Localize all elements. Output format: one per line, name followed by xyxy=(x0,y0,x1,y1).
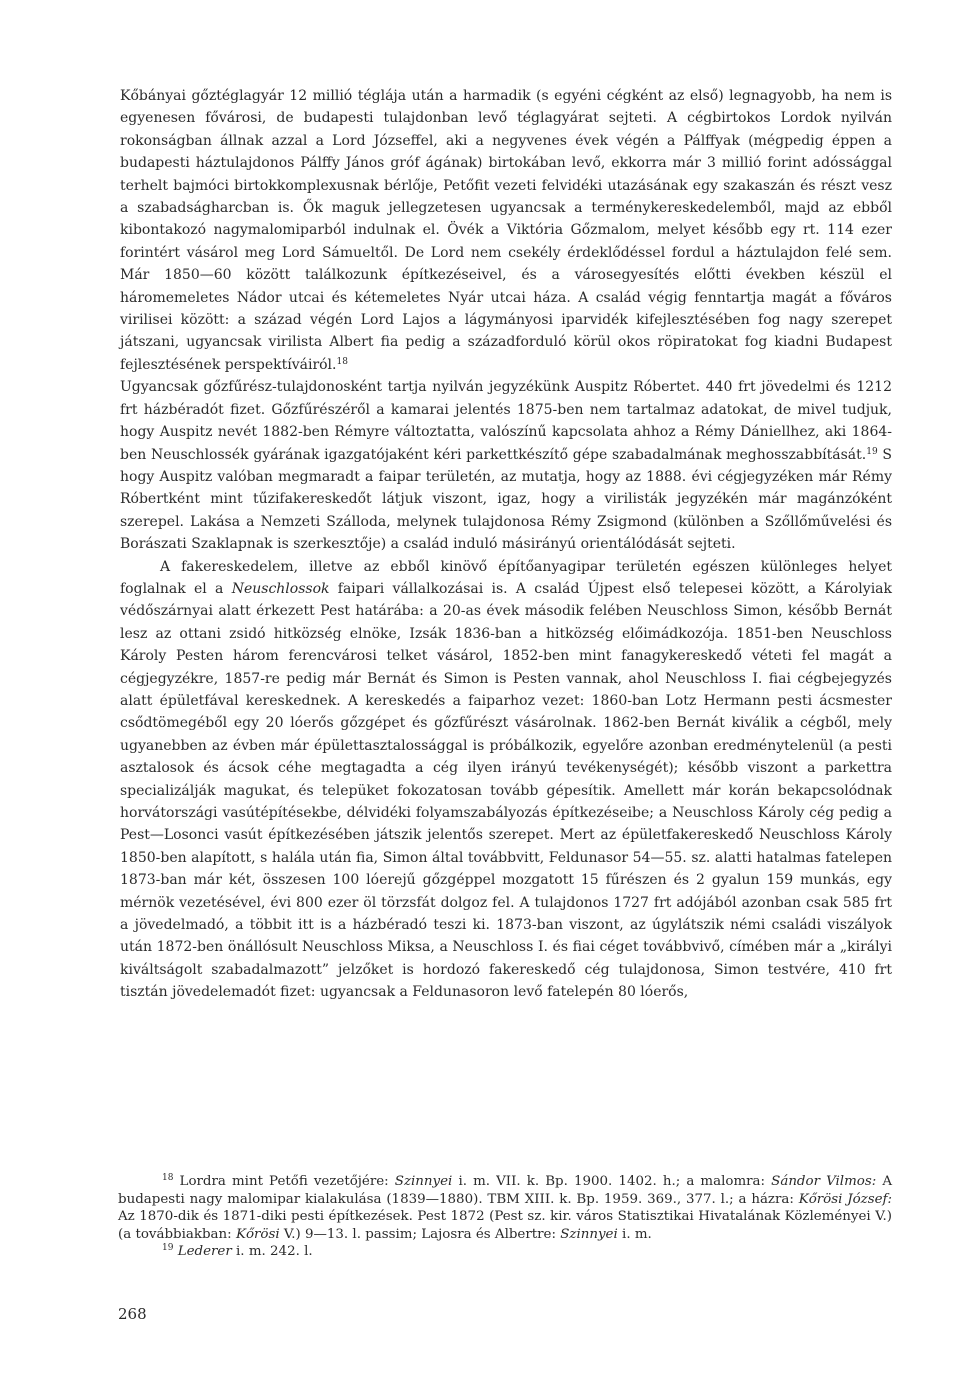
footnote-number-19: 19 xyxy=(162,1243,174,1254)
footnote-19: $^{19}$ Lederer i. m. 242. l. xyxy=(162,1243,313,1260)
footnote-number-18: 18 xyxy=(162,1173,174,1183)
paragraph-2: Ugyancsak gőzfűrész-tulajdonosként tartja nyilván jegyzékünk Auspitz Róbertet. 440 frt jövedelmi és 1212 frt házbéradót fizet. Gőzfűrészéről a kamarai jelentés 1875-ben nem tartalmaz adatokat, de mivel tudjuk, hogy Auspitz nevét 1882-ben Rémyre változtatta, valószínű kapcsolata ahhoz a Rémy Dániellhez, aki 1864-ben Neuschlossék gyárának igazgatójaként kéri parkettkészítő gépe szabadalmának meghosszabbítását.$^{19}$ S hogy Auspitz valóban megmaradt a faipar területén, az mutatja, hogy az 1888. évi cégjegyzéken már Rémy Róbertként mint tűzifakereskedőt látjuk viszont, igaz, hogy a virilisták jegyzékén már magánzóként szerepel. Lakása a Nemzeti Szálloda, melynek tulajdonosa Rémy Zsigmond (különben a Szőllőművelési és Borászati Szaklapnak is szerkesztője) a család induló másirányú orientálódását sejteti. xyxy=(120,379,892,553)
paragraph-1: Kőbányai gőztéglagyár 12 millió téglája után a harmadik (s egyéni cégként az első) legnagyobb, ha nem is egyenesen fővárosi, de budapesti tulajdonban levő téglagyárat sejteti. A cégbirtokos Lordok nyilván rokonságban állnak azzal a Lord Józseffel, aki a negyvenes évek végén a Pálffyak (mégpedig éppen a budapesti háztulajdonos Pálffy János gróf ágának) birtokában levő, ekkorra már 3 millió forint adóssággal terhelt bajmóci birtokkomplexusnak bérlője, Petőfit vezeti felvidéki utazásának egy szakaszán és részt vesz a szabadságharcban is. Ők maguk jellegzetesen ugyancsak a terménykereskedelemből, majd az ebből kibontakozó nagymalomiparból indulnak el. Övék a Viktória Gőzmalom, melyet később egy rt. 114 ezer forintért vásárol meg Lord Sámueltől. De Lord nem csekély érdeklődéssel fordul a háztulajdon felé sem. Már 1850—60 között találkozunk építkezéseivel, és a városegyesítés előtti években készül el háromemeletes Nádor utcai és kétemeletes Nyár utcai háza. A család végig fenntartja magát a főváros virilisei között: a század végén Lord Lajos a lágymányosi iparvidék kifejlesztésében fog nagy szerepet játszani, ugyancsak virilista Albert fia pedig a századforduló körül okos röpiratokat fog kiadni Budapest fejlesztésének perspektíváiról.$^{18}$ xyxy=(120,88,892,373)
footnotes xyxy=(118,1173,892,1261)
italic-family-name: Neuschlossok xyxy=(231,580,330,597)
footnote-18: $^{18}$ Lordra mint Petőfi vezetőjére: Szinnyei i. m. VII. k. Bp. 1900. 1402. h.; a malomra: Sándor Vilmos: A budapesti nagy malomipar kialakulása (1839—1880). TBM XIII. k. Bp. 1959. 369., 377. l.; a házra: Kőrösi József: Az 1870-dik és 1871-diki pesti építkezések. Pest 1872 (Pest sz. kir. város Statisztikai Hivatalának Közleményei V.) (a továbbiakban: Kőrösi V.) 9—13. l. passim; Lajosra és Albertre: Szinnyei i. m. xyxy=(118,1173,892,1242)
paragraph-3: A fakereskedelem, illetve az ebből kinövő építőanyagipar területén egészen különleges helyet foglalnak el a Neuschlossok faipari vállalkozásai is. A család Újpest első telepesei között, a Károlyiak védőszárnyai alatt érkezett Pest határába: a 20-as évek második felében Neuschloss Simon, később Bernát lesz az ottani zsidó hitközség elnöke, Izsák 1836-ban a hitközség előimádkozója. 1851-ben Neuschloss Károly Pesten három ferencvárosi telket vásárol, 1852-ben mint fanagykereskedő véteti fel magát a cégjegyzékre, 1857-re pedig már Bernát és Simon is Pesten vannak, ahol Neuschloss I. fiai cégbejegyzés alatt épületfával kereskednek. A kereskedés a faiparhoz vezet: 1860-ban Lotz Hermann pesti ácsmester csődtömegéből egy 20 lóerős gőzgépet és gőzfűrészt vásárolnak. 1862-ben Bernát kiválik a cégből, mely ugyanebben az évben már épülettasztalossággal is próbálkozik, egyelőre azonban eredménytelenül (a pesti asztalosok és ácsok céhe megtagadta a cég ilyen irányú tevékenységét); később viszont a parkettra specializálják magukat, és telepüket fokozatosan tovább gépesítik. Amellett már korán bekapcsolódnak horvátországi vasútépítésekbe, délvidéki folyamszabályozás építkezéseibe; a Neuschloss Károly cég pedig a Pest—Losonci vasút építkezésében játszik jelentős szerepet. Mert az épületfakereskedő Neuschloss Károly 1850-ben alapított, s halála után fia, Simon által továbbvitt, Feldunasor 54—55. sz. alatti hatalmas fatelepen 1873-ban már két, összesen 100 lóerejű gőzgéppel mozgatott 15 fűrészen és 2 gyalun 159 munkás, egy mérnök vezetésével, évi 800 ezer öl törzsfát dolgoz fel. A tulajdonos 1727 frt adójából azonban csak 585 frt a jövedelmadó, a többit itt is a házbéradó teszi ki. 1873-ban viszont, az úgylátszik némi családi viszályok után 1872-ben önállósult Neuschloss Miksa, a Neuschloss I. és fiai céget továbbvivő, címében már a „királyi kiváltságolt szabadalmazott” jelzőket is hordozó fakereskedő cég tulajdonosa, Simon testvére, 410 frt tisztán jövedelemadót fizet: ugyancsak a Feldunasoron levő fatelepén 80 lóerős, xyxy=(120,558,893,1001)
body-text xyxy=(120,85,892,1004)
page-number: 268 xyxy=(118,1305,147,1323)
footnote-reference-18[interactable]: 18 xyxy=(336,356,348,367)
footnote-reference-19[interactable]: 19 xyxy=(866,446,878,457)
